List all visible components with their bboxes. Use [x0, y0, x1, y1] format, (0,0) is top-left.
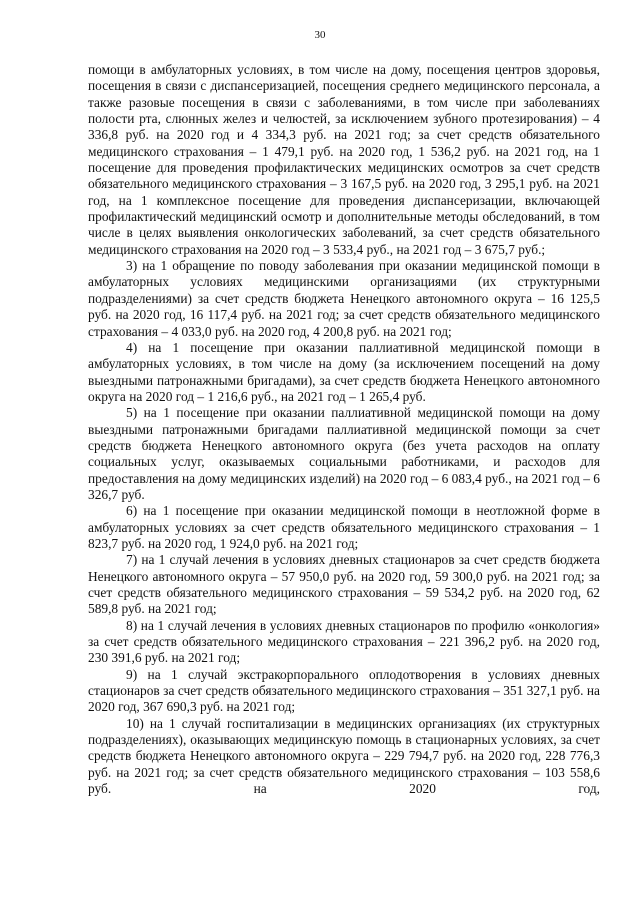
paragraph-item-10: 10) на 1 случай госпитализации в медицинских организациях (их структурных подразделениях), оказывающих медицинскую помощь в стационарных условиях, за счет средств бюджета Ненецкого автономного округа – 229 794,7 руб. на 2020 год, 228 776,3 руб. на 2021 год; за счет средств обязательного медицинского страхования – 103 558,6 руб. на 2020 год, — [88, 715, 600, 797]
paragraph-item-6: 6) на 1 посещение при оказании медицинской помощи в неотложной форме в амбулаторных условиях за счет средств обязательного медицинского страхования – 1 823,7 руб. на 2020 год, 1 924,0 руб. на 2021 год; — [88, 503, 600, 551]
paragraph-item-9: 9) на 1 случай экстракорпорального оплодотворения в условиях дневных стационаров за счет средств обязательного медицинского страхования – 351 327,1 руб. на 2020 год, 367 690,3 руб. на 2021 год; — [88, 666, 600, 715]
page-number: 30 — [314, 29, 326, 41]
document-body — [88, 62, 600, 797]
paragraph-item-8: 8) на 1 случай лечения в условиях дневных стационаров по профилю «онкология» за счет средств обязательного медицинского страхования – 221 396,2 руб. на 2020 год, 230 391,6 руб. на 2021 год; — [88, 617, 600, 666]
paragraph-item-4: 4) на 1 посещение при оказании паллиативной медицинской помощи в амбулаторных условиях, в том числе на дому (за исключением посещений на дому выездными патронажными бригадами), за счет средств бюджета Ненецкого автономного округа на 2020 год – 1 216,6 руб., на 2021 год – 1 265,4 руб. — [88, 339, 600, 404]
paragraph-item-3: 3) на 1 обращение по поводу заболевания при оказании медицинской помощи в амбулаторных условиях медицинскими организациями (их структурными подразделениями) за счет средств бюджета Ненецкого автономного округа – 16 125,5 руб. на 2020 год, 16 117,4 руб. на 2021 год; за счет средств обязательного медицинского страхования – 4 033,0 руб. на 2020 год, 4 200,8 руб. на 2021 год; — [88, 258, 600, 339]
paragraph-item-7: 7) на 1 случай лечения в условиях дневных стационаров за счет средств бюджета Ненецкого автономного округа – 57 950,0 руб. на 2020 год, 59 300,0 руб. на 2021 год; за счет средств обязательного медицинского страхования – 59 534,2 руб. на 2020 год, 62 589,8 руб. на 2021 год; — [88, 552, 600, 617]
paragraph-item-5: 5) на 1 посещение при оказании паллиативной медицинской помощи на дому выездными патронажными бригадами паллиативной медицинской помощи за счет средств бюджета Ненецкого автономного округа (без учета расходов на оплату социальных услуг, оказываемых социальными работниками, и расходов для предоставления на дому медицинских изделий) на 2020 год – 6 083,4 руб., на 2021 год – 6 326,7 руб. — [88, 405, 601, 502]
paragraph-2-continuation: помощи в амбулаторных условиях, в том числе на дому, посещения центров здоровья, посещения в связи с диспансеризацией, посещения среднего медицинского персонала, а также разовые посещения в связи с заболеваниями, в том числе при заболеваниях полости рта, слюнных желез и челюстей, за исключением зубного протезирования) – 4 336,8 руб. на 2020 год и 4 334,3 руб. на 2021 год; за счет средств обязательного медицинского страхования – 1 479,1 руб. на 2020 год, 1 536,2 руб. на 2021 год, на 1 посещение для проведения профилактических медицинских осмотров за счет средств обязательного медицинского страхования – 3 167,5 руб. на 2020 год, 3 295,1 руб. на 2021 год, на 1 комплексное посещение для проведения диспансеризации, включающей профилактический медицинский осмотр и дополнительные методы обследований, в том числе в целях выявления онкологических заболеваний, за счет средств обязательного медицинского страхования на 2020 год – 3 533,4 руб., на 2021 год – 3 675,7 руб.; — [88, 62, 600, 257]
